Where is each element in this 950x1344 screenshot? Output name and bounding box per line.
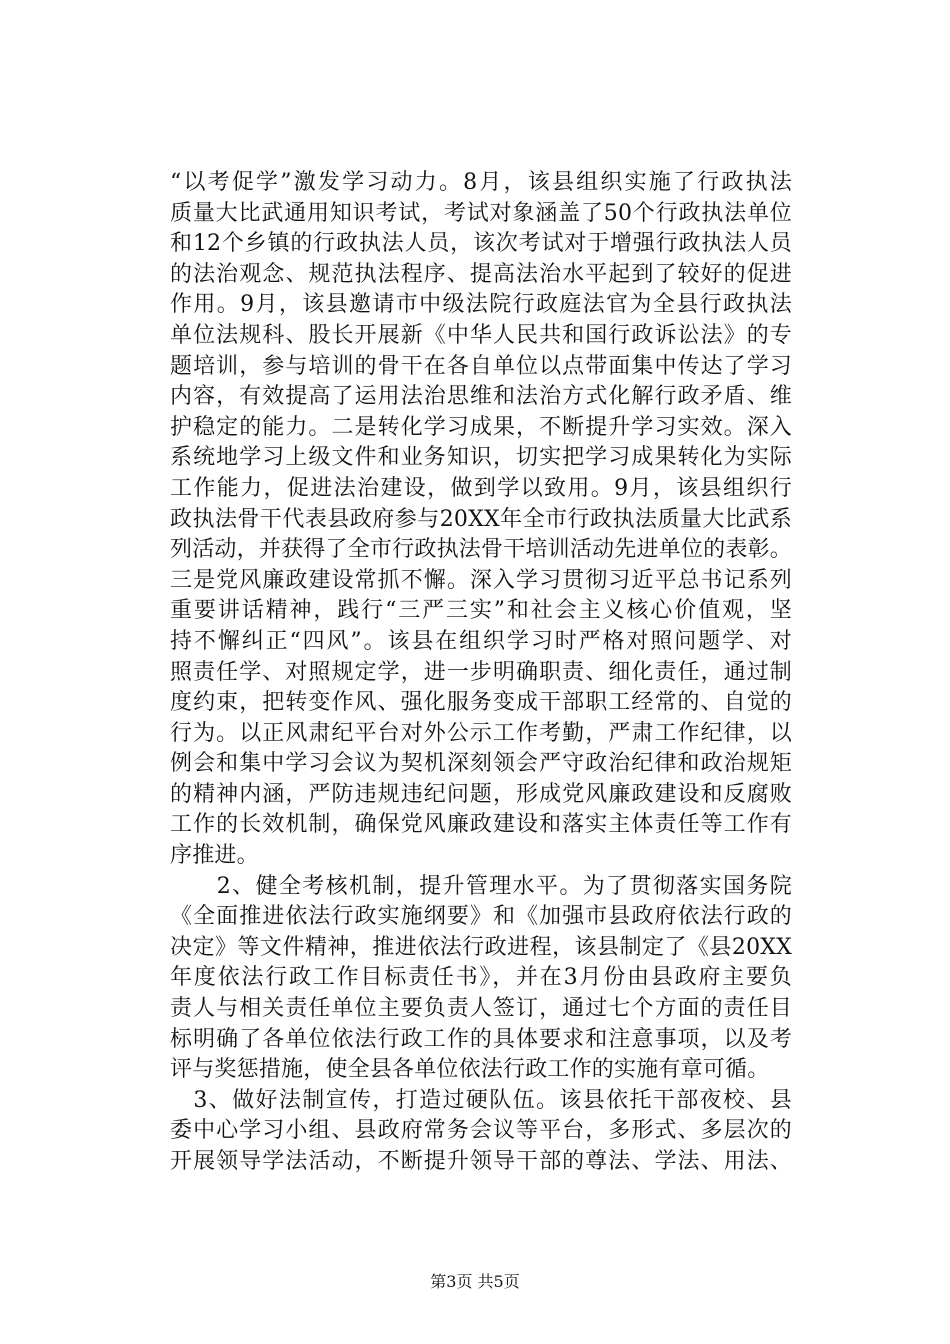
text-line: 的法治观念、规范执法程序、提高法治水平起到了较好的促进 [170, 261, 792, 287]
text-line: 系统地学习上级文件和业务知识，切实把学习成果转化为实际 [170, 445, 792, 471]
text-line: 工作的长效机制，确保党风廉政建设和落实主体责任等工作有 [170, 812, 792, 838]
text-line: 3、做好法制宣传，打造过硬队伍。该县依托干部夜校、县 [170, 1087, 792, 1113]
text-line: 工作能力，促进法治建设，做到学以致用。9月，该县组织行 [170, 475, 792, 501]
text-line: 重要讲话精神，践行“三严三实”和社会主义核心价值观，坚 [170, 598, 792, 624]
text-line: 题培训，参与培训的骨干在各自单位以点带面集中传达了学习 [170, 353, 792, 379]
text-line: 委中心学习小组、县政府常务会议等平台，多形式、多层次的 [170, 1118, 792, 1144]
text-line: 照责任学、对照规定学，进一步明确职责、细化责任，通过制 [170, 659, 792, 685]
page-footer: 第3页 共5页 [430, 1272, 520, 1291]
text-line: 责人与相关责任单位主要负责人签订，通过七个方面的责任目 [170, 996, 792, 1022]
text-line: 度约束，把转变作风、强化服务变成干部职工经常的、自觉的 [170, 690, 792, 716]
body-text [170, 168, 792, 1178]
text-line: 列活动，并获得了全市行政执法骨干培训活动先进单位的表彰。 [170, 537, 792, 563]
text-line: “以考促学”激发学习动力。8月，该县组织实施了行政执法 [170, 170, 792, 195]
text-line: 三是党风廉政建设常抓不懈。深入学习贯彻习近平总书记系列 [170, 567, 792, 593]
text-line: 政执法骨干代表县政府参与20XX年全市行政执法质量大比武系 [170, 506, 792, 532]
text-line: 例会和集中学习会议为契机深刻领会严守政治纪律和政治规矩 [170, 751, 792, 777]
text-line: 护稳定的能力。二是转化学习成果，不断提升学习实效。深入 [170, 414, 792, 440]
text-line: 持不懈纠正“四风”。该县在组织学习时严格对照问题学、对 [170, 628, 792, 654]
text-line: 年度依法行政工作目标责任书》，并在3月份由县政府主要负 [170, 965, 792, 991]
text-line: 序推进。 [170, 843, 259, 869]
text-line: 标明确了各单位依法行政工作的具体要求和注意事项，以及考 [170, 1026, 792, 1052]
text-line: 的精神内涵，严防违规违纪问题，形成党风廉政建设和反腐败 [170, 781, 792, 807]
text-line: 2、健全考核机制，提升管理水平。为了贯彻落实国务院 [170, 873, 792, 899]
text-line: 作用。9月，该县邀请市中级法院行政庭法官为全县行政执法 [170, 292, 792, 318]
text-line: 开展领导学法活动，不断提升领导干部的尊法、学法、用法、 [170, 1149, 792, 1174]
text-line: 决定》等文件精神，推进依法行政进程，该县制定了《县20XX [170, 934, 792, 960]
text-line: 评与奖惩措施，使全县各单位依法行政工作的实施有章可循。 [170, 1057, 770, 1083]
text-line: 单位法规科、股长开展新《中华人民共和国行政诉讼法》的专 [170, 322, 792, 348]
text-line: 内容，有效提高了运用法治思维和法治方式化解行政矛盾、维 [170, 384, 792, 410]
text-line: 和12个乡镇的行政执法人员，该次考试对于增强行政执法人员 [170, 231, 792, 257]
text-line: 质量大比武通用知识考试，考试对象涵盖了50个行政执法单位 [170, 200, 792, 226]
text-line: 行为。以正风肃纪平台对外公示工作考勤，严肃工作纪律，以 [170, 720, 792, 746]
text-line: 《全面推进依法行政实施纲要》和《加强市县政府依法行政的 [170, 904, 792, 930]
